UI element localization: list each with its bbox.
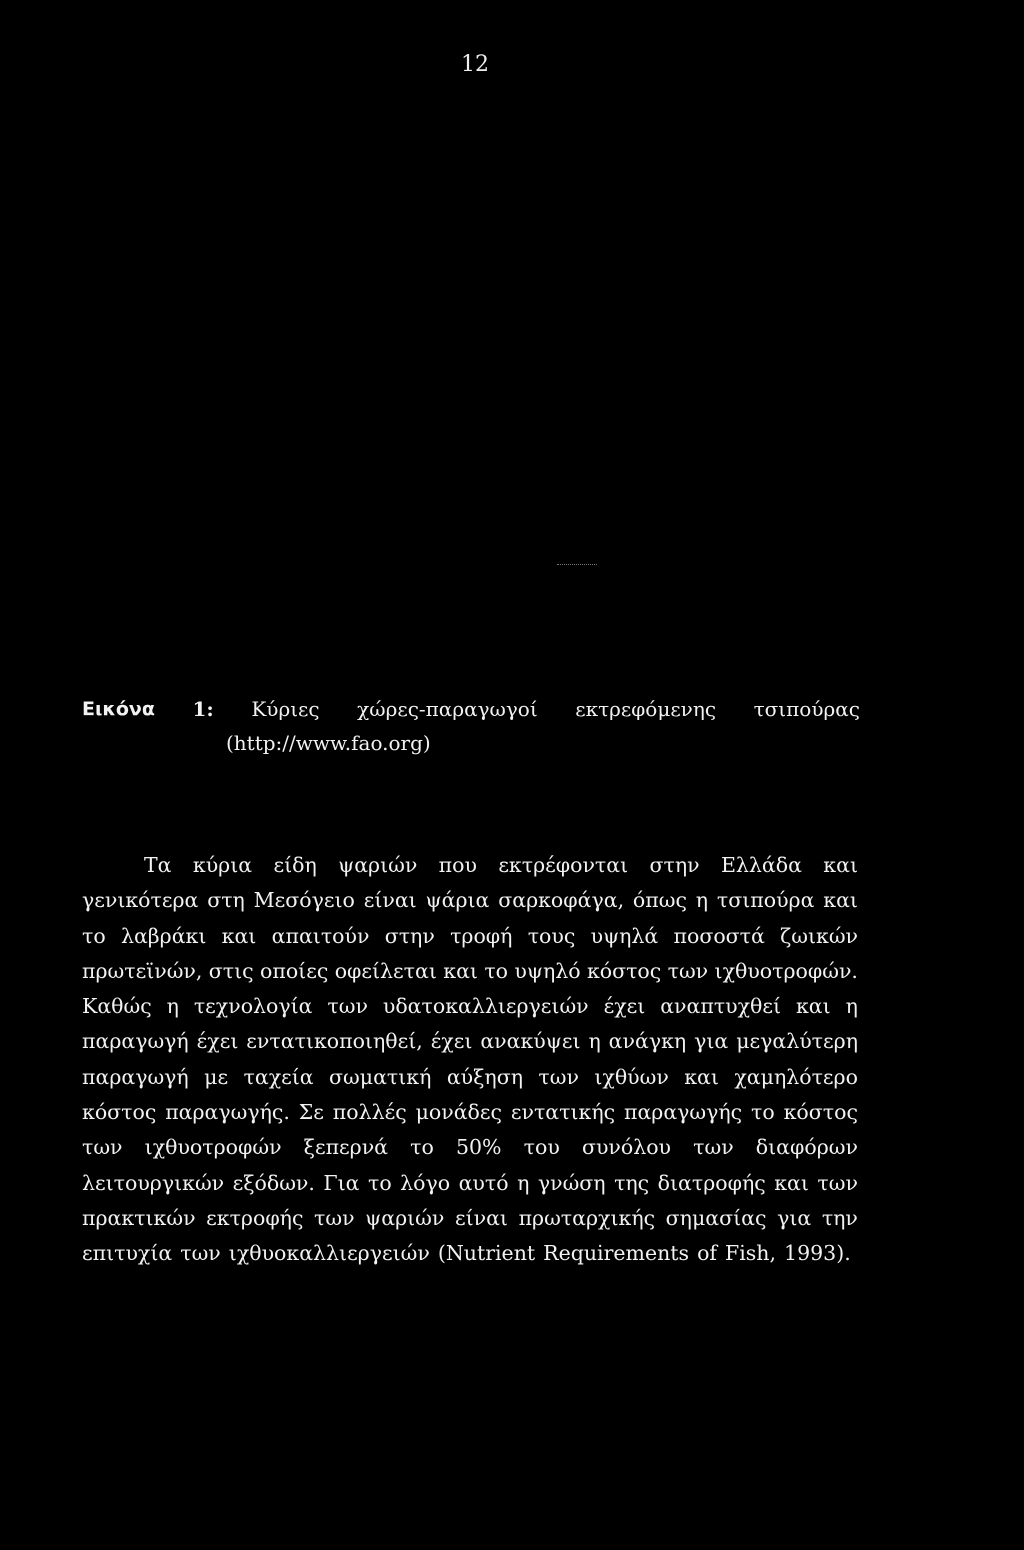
paragraph-word: για (694, 1029, 729, 1054)
caption-word: Κύριες (251, 697, 320, 721)
paragraph-word: των (82, 1135, 123, 1160)
paragraph-word: και (221, 923, 257, 948)
paragraph-word: για (777, 1205, 812, 1230)
paragraph-word: των (314, 1205, 355, 1230)
caption-source: (http://www.fao.org) (226, 731, 431, 755)
paragraph-word: το (368, 1170, 392, 1195)
paragraph-word: διατροφής (657, 1170, 766, 1195)
paragraph-word: ψαριών (365, 1205, 445, 1230)
paragraph-word: και (443, 958, 478, 983)
paragraph-line (82, 883, 858, 918)
caption-word: τσιπούρας (753, 697, 860, 721)
body-paragraph (82, 848, 858, 1272)
paragraph-word: Requirements (543, 1241, 690, 1266)
paragraph-word: διαφόρων (755, 1135, 858, 1160)
paragraph-word: και (823, 853, 858, 877)
paragraph-word: των (538, 1064, 579, 1089)
paragraph-line (82, 1024, 858, 1059)
paragraph-word: Fish, (725, 1241, 777, 1266)
paragraph-word: κύρια (192, 853, 253, 877)
paragraph-word: σαρκοφάγα, (498, 888, 625, 913)
paragraph-word: Τα (144, 853, 172, 877)
paragraph-word: πρωταρχικής (518, 1205, 656, 1230)
paragraph-word: (Nutrient (437, 1241, 536, 1266)
paragraph-word: 50% (455, 1135, 502, 1160)
paragraph-word: και (774, 1170, 809, 1195)
paragraph-word: ιχθύων (594, 1064, 669, 1089)
paragraph-word: ιχθυοκαλλιεργειών (228, 1241, 430, 1266)
paragraph-word: γενικότερα (82, 888, 199, 913)
paragraph-word: λόγο (400, 1170, 451, 1195)
paragraph-word: κόστος (783, 1100, 858, 1125)
paragraph-word: εντατικής (510, 1100, 616, 1125)
paragraph-word: το (484, 958, 509, 983)
paragraph-word: ιχθυοτροφών. (714, 958, 858, 983)
paragraph-word: της (614, 1170, 650, 1195)
paragraph-word: των (817, 1170, 858, 1195)
paragraph-word: στην (384, 923, 435, 948)
paragraph-word: ποσοστά (673, 923, 765, 948)
paragraph-word: στην (649, 853, 700, 877)
paragraph-word: of (697, 1241, 717, 1266)
paragraph-word: χαμηλότερο (734, 1064, 858, 1089)
paragraph-line (82, 1201, 858, 1236)
paragraph-word: έχει (196, 1029, 239, 1054)
paragraph-word: Μεσόγειο (253, 888, 355, 913)
paragraph-word: πρακτικών (82, 1205, 196, 1230)
paragraph-word: η (517, 1170, 530, 1195)
paragraph-word: όπως (632, 888, 687, 913)
paragraph-word: πρωτεϊνών, (82, 958, 203, 983)
paragraph-word: έχει (603, 994, 646, 1019)
paragraph-word: είδη (273, 853, 317, 877)
paragraph-word: ψαριών (338, 853, 418, 877)
paragraph-word: είναι (454, 1205, 508, 1230)
paragraph-word: παραγωγή (82, 1064, 189, 1089)
paragraph-word: υδατοκαλλιεργειών (382, 994, 589, 1019)
paragraph-word: αυτό (458, 1170, 509, 1195)
paragraph-word: με (204, 1064, 229, 1089)
paragraph-word: κόστος (586, 958, 662, 983)
paragraph-word: απαιτούν (271, 923, 370, 948)
paragraph-word: η (588, 1029, 601, 1054)
paragraph-line (82, 989, 858, 1024)
paragraph-word: 1993). (784, 1241, 851, 1266)
paragraph-word: αναπτυχθεί (660, 994, 782, 1019)
paragraph-word: επιτυχία (82, 1241, 173, 1266)
paragraph-line (82, 1236, 858, 1271)
paragraph-word: ψάρια (425, 888, 490, 913)
paragraph-word: των (667, 958, 709, 983)
paragraph-word: συνόλου (581, 1135, 672, 1160)
paragraph-word: ανάγκη (608, 1029, 687, 1054)
page-number: 12 (461, 52, 489, 77)
paragraph-word: Ελλάδα (720, 853, 802, 877)
paragraph-word: και (795, 994, 831, 1019)
paragraph-line (82, 1166, 858, 1201)
paragraph-word: λαβράκι (120, 923, 207, 948)
paragraph-word: έχει (430, 1029, 473, 1054)
paragraph-word: των (693, 1135, 734, 1160)
figure-dotted-mark (557, 564, 597, 565)
paragraph-word: παραγωγής (623, 1100, 743, 1125)
caption-number: 1: (192, 697, 214, 721)
paragraph-word: και (823, 888, 858, 913)
caption-word: εκτρεφόμενης (575, 697, 717, 721)
paragraph-word: Για (323, 1170, 360, 1195)
figure-image-area (82, 120, 862, 660)
paragraph-line (82, 954, 858, 989)
paragraph-word: του (523, 1135, 560, 1160)
paragraph-word: το (82, 923, 106, 948)
paragraph-word: η (845, 994, 858, 1019)
paragraph-word: η (695, 888, 709, 913)
paragraph-word: τροφή (450, 923, 513, 948)
caption-title-line (82, 692, 860, 726)
paragraph-word: τσιπούρα (716, 888, 815, 913)
paragraph-word: Σε (298, 1100, 324, 1125)
paragraph-word: σημασίας (665, 1205, 767, 1230)
paragraph-word: και (684, 1064, 719, 1089)
paragraph-word: εξόδων. (232, 1170, 315, 1195)
paragraph-word: οφείλεται (334, 958, 437, 983)
paragraph-word: παραγωγής. (165, 1100, 290, 1125)
paragraph-word: τεχνολογία (193, 994, 313, 1019)
paragraph-word: ζωικών (780, 923, 858, 948)
paragraph-word: γνώση (537, 1170, 606, 1195)
paragraph-line (82, 848, 858, 883)
paragraph-line (82, 1130, 858, 1165)
paragraph-word: στη (207, 888, 245, 913)
paragraph-word: ταχεία (243, 1064, 314, 1089)
figure-caption (82, 692, 860, 760)
paragraph-word: αύξηση (446, 1064, 523, 1089)
paragraph-word: το (751, 1100, 775, 1125)
paragraph-word: την (821, 1205, 858, 1230)
paragraph-word: υψηλό (514, 958, 581, 983)
paragraph-word: μεγαλύτερη (736, 1029, 858, 1054)
caption-word: χώρες-παραγωγοί (357, 697, 538, 721)
paragraph-word: εκτροφής (206, 1205, 304, 1230)
paragraph-word: υψηλά (590, 923, 659, 948)
paragraph-line (82, 1060, 858, 1095)
paragraph-word: που (438, 853, 477, 877)
paragraph-word: το (410, 1135, 434, 1160)
caption-label: Εικόνα (82, 698, 155, 720)
paragraph-line (82, 919, 858, 954)
paragraph-word: ξεπερνά (303, 1135, 389, 1160)
paragraph-line (82, 1095, 858, 1130)
paragraph-word: Καθώς (82, 994, 152, 1019)
paragraph-word: λειτουργικών (82, 1170, 225, 1195)
paragraph-word: τους (527, 923, 576, 948)
paragraph-word: εκτρέφονται (498, 853, 629, 877)
paragraph-word: είναι (363, 888, 417, 913)
paragraph-word: η (166, 994, 179, 1019)
paragraph-word: ιχθυοτροφών (144, 1135, 282, 1160)
paragraph-word: μονάδες (415, 1100, 502, 1125)
paragraph-word: κόστος (82, 1100, 157, 1125)
paragraph-word: σωματική (329, 1064, 432, 1089)
paragraph-word: στις (208, 958, 254, 983)
paragraph-word: ανακύψει (480, 1029, 581, 1054)
paragraph-word: των (180, 1241, 221, 1266)
paragraph-word: οποίες (260, 958, 329, 983)
paragraph-word: παραγωγή (82, 1029, 189, 1054)
paragraph-word: εντατικοποιηθεί, (246, 1029, 423, 1054)
paragraph-word: πολλές (332, 1100, 407, 1125)
paragraph-word: των (327, 994, 368, 1019)
